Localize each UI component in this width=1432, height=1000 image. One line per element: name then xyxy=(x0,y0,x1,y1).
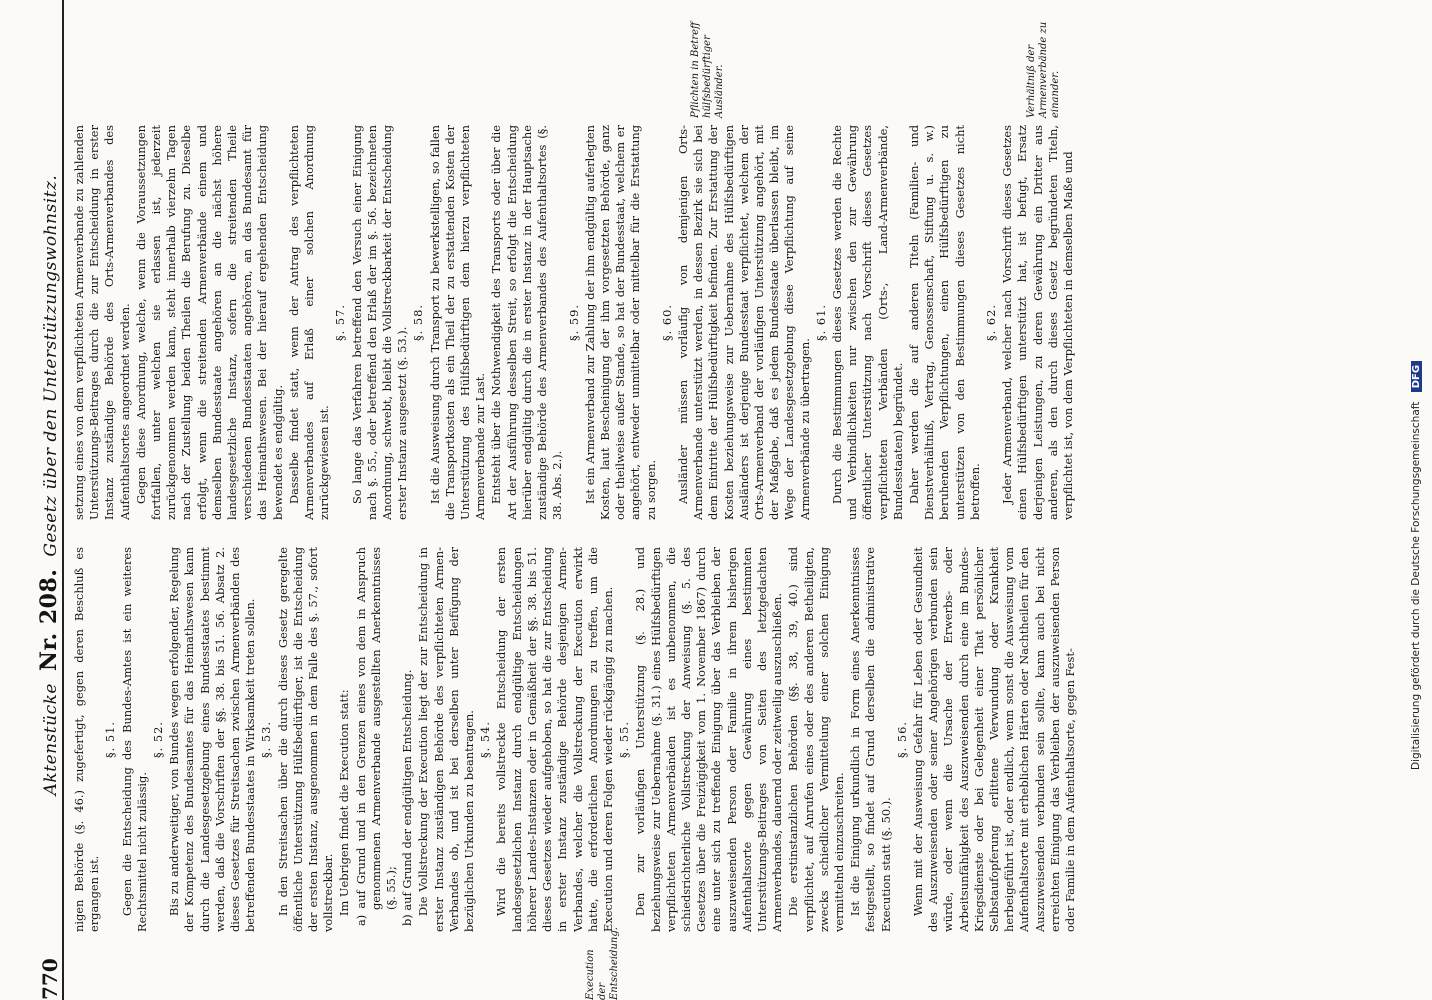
paragraph: Gegen die Entscheidung des Bundes-Amtes ist ein weiteres Rechtsmittel nicht zulässig. xyxy=(119,547,149,932)
paragraph: Wenn mit der Ausweisung Gefahr für Leben oder Gesundheit des Auszuweisenden oder seiner Angehörigen verbunden sein würde, oder wenn die Ursache der Erwerbs- oder Arbeitsunfähigkeit des Auszuweisenden durch eine im Bundes-Kriegsdienste oder bei Gelegenheit einer That persönlicher Selbstaufopferung erlittene Verwundung oder Krankheit herbeigeführt ist, oder endlich, wenn sonst die Ausweisung vom Aufenthaltsorte mit erheblichen Härten oder Nachtheilen für den Auszuweisenden verbunden sein sollte, kann auch bei nicht erreichten Einigung das Verbleiben der auszuweisenden Person oder Familie in dem Aufenthaltsorte, gegen Fest- xyxy=(910,547,1077,932)
page-number: 770 xyxy=(38,958,62,1000)
digitization-footer xyxy=(1406,0,1432,1000)
paragraph: In den Streitsachen über die durch dieses Gesetz geregelte öffentliche Unterstützung Hülfsbedürftiger, ist die Entscheidung der ersten Instanz, ausgenommen in dem Falle des §. 57., sofort vollstreckbar. xyxy=(275,547,336,932)
margin-note-auslaender: Pflichten in Betreff hülfsbedürftiger Ausländer. xyxy=(690,21,725,118)
paragraph: Ist ein Armenverband zur Zahlung der ihm endgültig auferlegten Kosten, laut Bescheinigung der ihm vorgesetzten Behörde, ganz oder theilweise außer Stande, so hat der Bundesstaat, welchem er angehört, entweder unmittelbar oder mittelbar für die Erstattung zu sorgen. xyxy=(582,125,658,520)
paragraph: Ausländer müssen vorläufig von demjenigen Orts-Armenverbande unterstützt werden, in dessen Bezirk sie sich bei dem Eintritte der Hülfsbedürftigkeit befinden. Zur Erstattung der Kosten beziehungsweise zur Uebernahme des Hülfsbedürftigen Ausländers ist derjenige Bundesstaat verpflichtet, welchem der Orts-Armenverband der vorläufigen Unterstützung angehört, mit der Maßgabe, daß es jedem Bundesstaate überlassen bleibt, im Wege der Landesgesetzgebung diese Verpflichtung auf seine Armenverbände zu übertragen. xyxy=(675,125,812,520)
list-item: b) auf Grund der endgültigen Entscheidung. xyxy=(400,669,415,926)
title-number: Nr. 208. xyxy=(36,568,62,672)
section-number: §. 51. xyxy=(103,720,118,759)
footer-text xyxy=(1410,0,1422,1000)
paragraph: Dasselbe findet statt, wenn der Antrag des verpflichteten Armenverbandes auf Erlaß einer solchen Anordnung zurückgewiesen ist. xyxy=(286,125,332,520)
dfg-badge: DFG xyxy=(1411,361,1422,392)
section-number: §. 54. xyxy=(478,720,493,759)
list-item: a) auf Grund und in den Grenzen eines von dem in Anspruch genommenen Armenverbande ausgestellten Anerkenntnisses (§. 55.); xyxy=(353,547,399,926)
page-header xyxy=(0,0,62,1000)
paragraph: Durch die Bestimmungen dieses Gesetzes werden die Rechte und Verbindlichkeiten nur zwischen den zur Gewährung öffentlicher Unterstützung nach Vorschrift dieses Gesetzes verpflichteten Verbänden (Orts-, Land-Armenverbände, Bundesstaaten) begründet. xyxy=(829,125,905,520)
section-number: §. 60. xyxy=(659,303,674,342)
paragraph: Im Uebrigen findet die Execution statt: xyxy=(337,689,352,916)
paragraph: Die erstinstanzlichen Behörden (§§. 38, 39, 40.) sind verpflichtet, auf Anrufen eines oder des anderen Betheiligten, zwecks schiedlicher Vermittelung einer solchen Einigung vermittelnd einzuschreiten. xyxy=(786,547,846,932)
running-title xyxy=(36,0,62,970)
title-left: Aktenstücke xyxy=(41,683,61,796)
section-number: §. 58. xyxy=(411,303,426,342)
paragraph: Gegen diese Anordnung, welche, wenn die Voraussetzungen fortfallen, unter welchen sie erlassen ist, jederzeit zurückgenommen werden kann, steht innerhalb vierzehn Tagen nach der Zustellung beiden Theilen die Berufung zu. Dieselbe erfolgt, wenn die streitenden Armenverbände einem und demselben Bundesstaate angehören an die nächst höhere landesgesetzliche Instanz, sofern die streitenden Theile verschiedenen Bundesstaaten angehören, an das Bundesamt für das Heimathswesen. Bei der hierauf ergehenden Entscheidung bewendet es endgültig. xyxy=(133,125,285,520)
section-number: §. 57. xyxy=(333,303,348,342)
paragraph: Die Vollstreckung der Execution liegt der zur Entscheidung in erster Instanz zuständigen Behörde des verpflichteten Armen-Verbandes ob, und ist bei derselben unter Beifügung der bezüglichen Urkunden zu beantragen. xyxy=(416,547,477,932)
section-number: §. 59. xyxy=(566,303,581,342)
left-column xyxy=(72,547,1394,932)
margin-note-execution: Execution der Entscheidung. xyxy=(585,927,620,1000)
paragraph: Ist die Ausweisung durch Transport zu bewerkstelligen, so fallen die Transportkosten als ein Theil der zu erstattenden Kosten der Unterstützung des Hülfsbedürftigen dem hierzu verpflichteten Armenverbande zur Last. xyxy=(427,125,488,520)
section-number: §. 53. xyxy=(259,720,274,759)
footer-credit: Digitalisierung gefördert durch die Deutsche Forschungsgemeinschaft xyxy=(1410,401,1422,770)
section-number: §. 52. xyxy=(151,720,166,759)
section-number: §. 61. xyxy=(813,303,828,342)
paragraph: Ist die Einigung urkundlich in Form eines Anerkenntnisses festgestellt, so findet auf Grund derselben die administrative Execution statt (§. 50.). xyxy=(848,547,893,932)
paragraph: Wird die bereits vollstreckte Entscheidung der ersten landesgesetzlichen Instanz durch endgültige Entscheidungen höherer Landes-Instanzen oder in Gemäßheit der §§. 38. bis 51. dieses Gesetzes wieder aufgehoben, so hat die zur Entscheidung in erster Instanz zuständige Behörde desjenigen Armen-Verbandes, welcher die Vollstreckung der Execution erwirkt hatte, die erforderlichen Anordnungen zu treffen, um die Execution und deren Folgen wieder rückgängig zu machen. xyxy=(494,547,615,932)
paragraph: Daher werden die auf anderen Titeln (Familien- und Dienstverhältniß, Vertrag, Genossenschaft, Stiftung u. s. w.) beruhenden Verpflichtungen, einen Hülfsbedürftigen zu unterstützen von den Bestimmungen dieses Gesetzes nicht betroffen. xyxy=(906,125,982,520)
paragraph: Den zur vorläufigen Unterstützung (§. 28.) und beziehungsweise zur Uebernahme (§. 31.) eines Hülfsbedürftigen verpflichteten Armenverbänden ist es unbenommen, die schiedsrichterliche Vollstreckung der Anweisung (§. 5. des Gesetzes über die Freizügigkeit vom 1. November 1867) durch eine unter sich zu treffende Einigung über das Verbleiben der auszuweisenden Person oder Familie in ihrem bisherigen Aufenthaltsorte gegen Gewährung eines bestimmten Unterstützungs-Beitrages von Seiten des letztgedachten Armenverbandes, dauernd oder zeitweilig auszuschließen. xyxy=(633,547,785,932)
section-number: §. 62. xyxy=(983,303,998,342)
paragraph: So lange das Verfahren betreffend den Versuch einer Einigung nach §. 55., oder betreffend den Erlaß der im §. 56. bezeichneten Anordnung, schwebt, bleibt die Vollstreckbarkeit der Entscheidung erster Instanz ausgesetzt (§. 53.). xyxy=(349,125,410,520)
right-margin-notes xyxy=(690,8,1064,118)
paragraph: setzung eines von dem verpflichteten Armenverbande zu zahlenden Unterstützungs-Beitrages durch die zur Entscheidung in erster Instanz zuständige Behörde des Orts-Armenverbandes des Aufenthaltsortes angeordnet werden. xyxy=(72,125,132,520)
margin-note-verhaeltniss: Verhältniß der Armenverbände zu einander. xyxy=(1026,21,1061,118)
paragraph: Jeder Armenverband, welcher nach Vorschrift dieses Gesetzes einen Hülfsbedürftigen unterstützt hat, ist befugt, Ersatz derjenigen Leistungen, zu deren Gewährung ein Dritter aus anderen, als den durch dieses Gesetz begründeten Titeln, verpflichtet ist, von dem Verpflichteten in demselben Maße und xyxy=(1000,125,1075,520)
header-rule xyxy=(62,0,64,1000)
title-right: Gesetz über den Unterstützungswohnsitz. xyxy=(41,174,61,557)
paragraph: Bis zu anderweitiger, von Bundes wegen erfolgender, Regelung der Kompetenz des Bundesamtes für das Heimathswesen kann durch die Landesgesetzgebung eines Bundesstaates bestimmt werden, daß die Vorschriften der §§. 38. bis 51. 56. Absatz 2. dieses Gesetzes für Streitsachen zwischen Armenverbänden des betreffenden Bundesstaates in Wirksamkeit treten sollen. xyxy=(167,547,258,932)
section-number: §. 55. xyxy=(617,720,632,759)
paragraph: nigen Behörde (§. 46.) zugefertigt, gegen deren Beschluß es ergangen ist. xyxy=(72,547,102,932)
section-number: §. 56. xyxy=(894,720,909,759)
paragraph: Entsteht über die Nothwendigkeit des Transports oder über die Art der Ausführung desselben Streit, so erfolgt die Entscheidung hierüber endgültig durch die in erster Instanz in der Hauptsache zuständige Behörde des Armenverbandes des Aufenthaltsortes (§. 38. Abs. 2.). xyxy=(489,125,565,520)
right-column xyxy=(72,125,1394,520)
